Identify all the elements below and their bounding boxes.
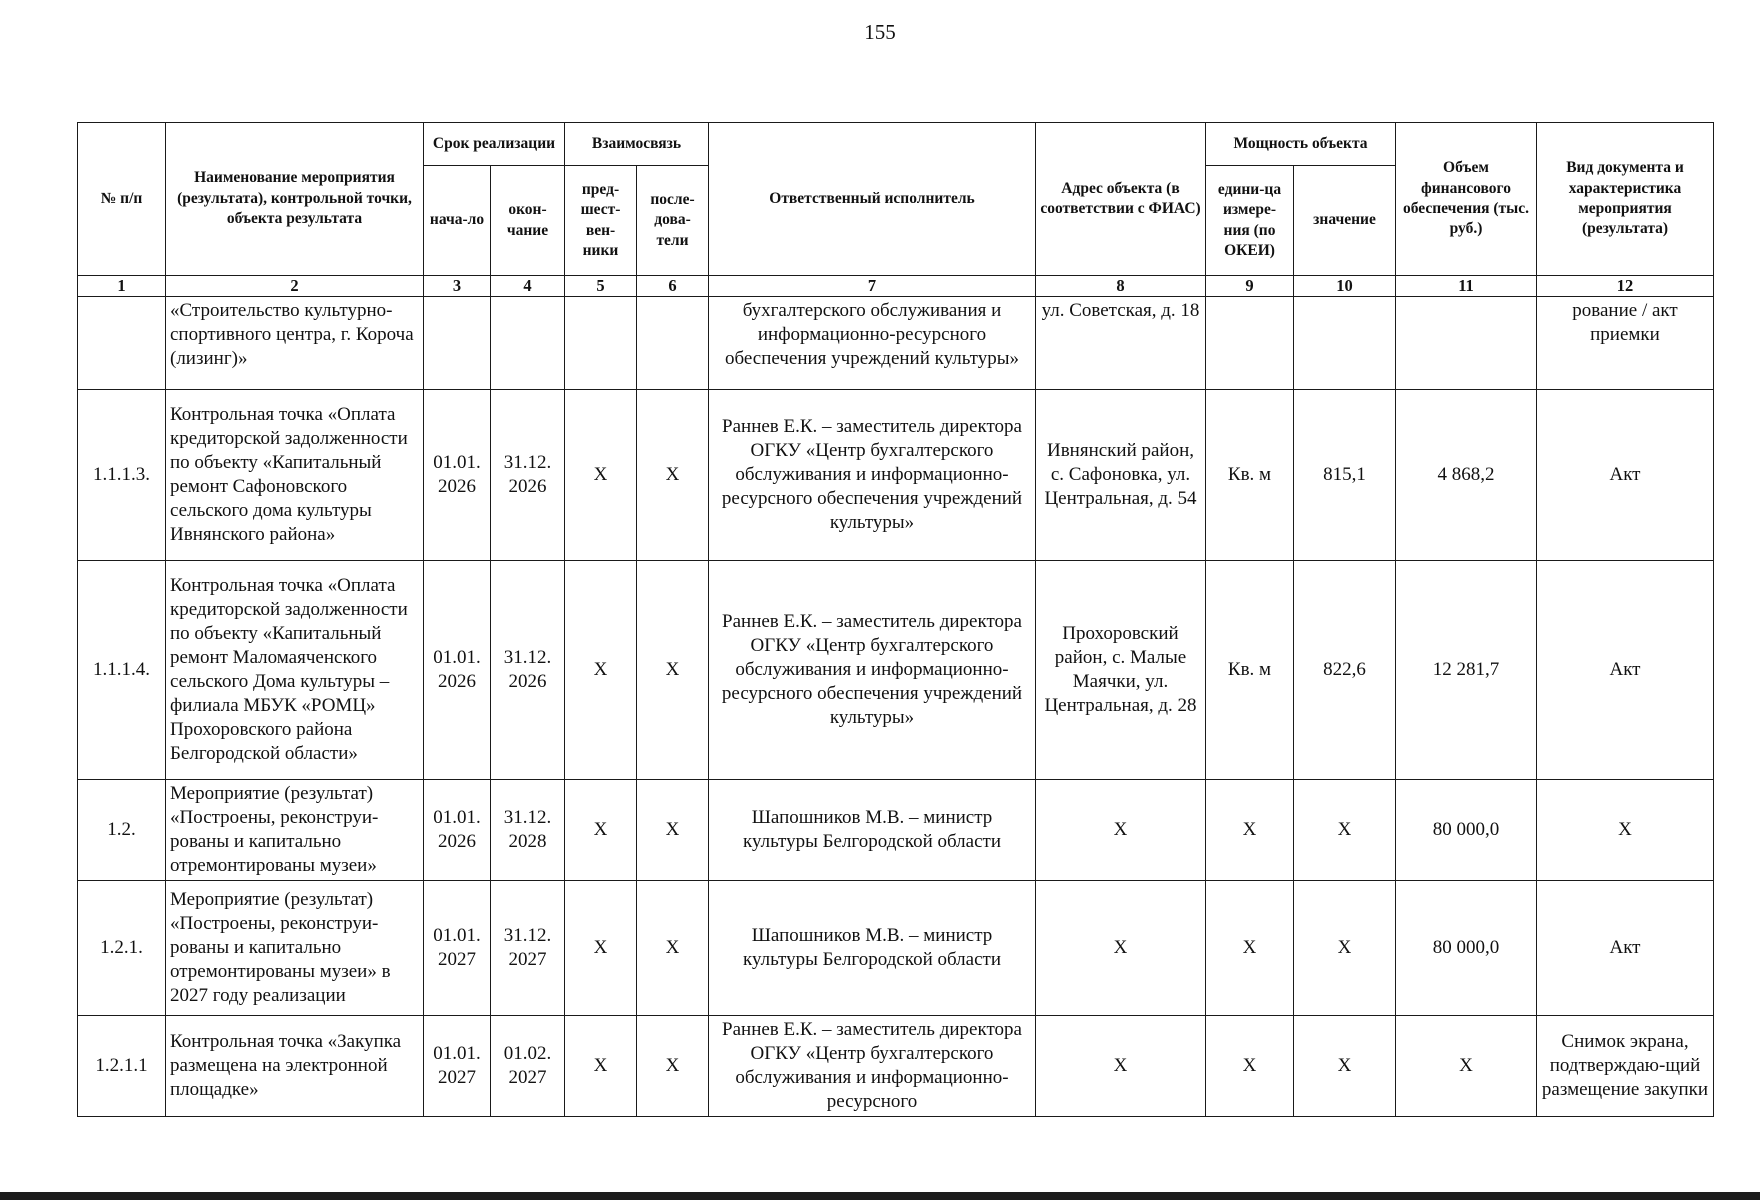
row-unit: X bbox=[1206, 1015, 1294, 1116]
row-unit bbox=[1206, 297, 1294, 390]
column-number: 10 bbox=[1294, 276, 1396, 297]
row-pred: X bbox=[565, 561, 637, 780]
row-volume: X bbox=[1396, 1015, 1537, 1116]
row-executor: бухгалтерского обслуживания и информационно-ресурсного обеспечения учреждений культуры» bbox=[709, 297, 1036, 390]
header-link-pred: пред-шест-вен-ники bbox=[565, 166, 637, 276]
row-name: Контрольная точка «Оплата кредиторской задолженности по объекту «Капитальный ремонт Сафоновского сельского дома культуры Ивнянского района» bbox=[166, 390, 424, 561]
row-address: X bbox=[1036, 780, 1206, 881]
row-start: 01.01. 2026 bbox=[424, 390, 491, 561]
row-volume: 4 868,2 bbox=[1396, 390, 1537, 561]
page-number: 155 bbox=[864, 20, 896, 44]
column-number: 1 bbox=[78, 276, 166, 297]
row-value bbox=[1294, 297, 1396, 390]
row-next: X bbox=[637, 390, 709, 561]
row-volume: 80 000,0 bbox=[1396, 880, 1537, 1015]
column-number: 3 bbox=[424, 276, 491, 297]
row-address: X bbox=[1036, 880, 1206, 1015]
column-number: 6 bbox=[637, 276, 709, 297]
row-end: 31.12. 2026 bbox=[491, 390, 565, 561]
header-executor: Ответственный исполнитель bbox=[709, 123, 1036, 276]
row-name: Мероприятие (результат) «Построены, реконструи-рованы и капитально отремонтированы музеи» в 2027 году реализации bbox=[166, 880, 424, 1015]
results-table bbox=[77, 122, 1714, 1117]
row-start bbox=[424, 297, 491, 390]
row-volume: 80 000,0 bbox=[1396, 780, 1537, 881]
table-row bbox=[78, 561, 1714, 780]
row-address: Прохоровский район, с. Малые Маячки, ул. Центральная, д. 28 bbox=[1036, 561, 1206, 780]
row-pred: X bbox=[565, 780, 637, 881]
row-executor: Раннев Е.К. – заместитель директора ОГКУ «Центр бухгалтерского обслуживания и информационно-ресурсного обеспечения учреждений культуры» bbox=[709, 390, 1036, 561]
row-next: X bbox=[637, 1015, 709, 1116]
table-row bbox=[78, 780, 1714, 881]
row-num: 1.2. bbox=[78, 780, 166, 881]
header-num: № п/п bbox=[78, 123, 166, 276]
row-num: 1.1.1.4. bbox=[78, 561, 166, 780]
row-pred bbox=[565, 297, 637, 390]
header-address: Адрес объекта (в соответствии с ФИАС) bbox=[1036, 123, 1206, 276]
header-capacity: Мощность объекта bbox=[1206, 123, 1396, 166]
header-doc: Вид документа и характеристика мероприятия (результата) bbox=[1537, 123, 1714, 276]
row-end: 31.12. 2026 bbox=[491, 561, 565, 780]
row-end: 31.12. 2027 bbox=[491, 880, 565, 1015]
row-next: X bbox=[637, 780, 709, 881]
row-unit: Кв. м bbox=[1206, 390, 1294, 561]
scan-bottom-edge bbox=[0, 1192, 1760, 1200]
row-name: «Строительство культурно-спортивного центра, г. Короча (лизинг)» bbox=[166, 297, 424, 390]
header-term-end: окон-чание bbox=[491, 166, 565, 276]
row-address: ул. Советская, д. 18 bbox=[1036, 297, 1206, 390]
row-doc: Акт bbox=[1537, 880, 1714, 1015]
header-capacity-value: значение bbox=[1294, 166, 1396, 276]
row-name: Контрольная точка «Закупка размещена на электронной площадке» bbox=[166, 1015, 424, 1116]
row-volume: 12 281,7 bbox=[1396, 561, 1537, 780]
row-end: 01.02. 2027 bbox=[491, 1015, 565, 1116]
row-volume bbox=[1396, 297, 1537, 390]
row-pred: X bbox=[565, 880, 637, 1015]
column-number: 8 bbox=[1036, 276, 1206, 297]
column-number: 2 bbox=[166, 276, 424, 297]
row-num: 1.1.1.3. bbox=[78, 390, 166, 561]
row-unit: X bbox=[1206, 880, 1294, 1015]
header-term-start: нача-ло bbox=[424, 166, 491, 276]
row-doc: Снимок экрана, подтверждаю-щий размещение закупки bbox=[1537, 1015, 1714, 1116]
row-num bbox=[78, 297, 166, 390]
row-doc: X bbox=[1537, 780, 1714, 881]
header-term: Срок реализации bbox=[424, 123, 565, 166]
row-executor: Раннев Е.К. – заместитель директора ОГКУ «Центр бухгалтерского обслуживания и информационно-ресурсного bbox=[709, 1015, 1036, 1116]
row-value: 815,1 bbox=[1294, 390, 1396, 561]
header-link-next: после-дова-тели bbox=[637, 166, 709, 276]
row-start: 01.01. 2027 bbox=[424, 880, 491, 1015]
row-name: Контрольная точка «Оплата кредиторской задолженности по объекту «Капитальный ремонт Маломаяченского сельского Дома культуры – филиала МБУК «РОМЦ» Прохоровского района Белгородской области» bbox=[166, 561, 424, 780]
row-doc: рование / акт приемки bbox=[1537, 297, 1714, 390]
row-pred: X bbox=[565, 390, 637, 561]
row-start: 01.01. 2027 bbox=[424, 1015, 491, 1116]
row-executor: Шапошников М.В. – министр культуры Белгородской области bbox=[709, 780, 1036, 881]
column-number: 12 bbox=[1537, 276, 1714, 297]
row-num: 1.2.1.1 bbox=[78, 1015, 166, 1116]
row-doc: Акт bbox=[1537, 390, 1714, 561]
row-end bbox=[491, 297, 565, 390]
header-capacity-unit: едини-ца измере-ния (по ОКЕИ) bbox=[1206, 166, 1294, 276]
row-end: 31.12. 2028 bbox=[491, 780, 565, 881]
column-number: 5 bbox=[565, 276, 637, 297]
row-unit: X bbox=[1206, 780, 1294, 881]
column-number-row bbox=[78, 276, 1714, 297]
row-next: X bbox=[637, 561, 709, 780]
header-link: Взаимосвязь bbox=[565, 123, 709, 166]
row-value: X bbox=[1294, 1015, 1396, 1116]
row-pred: X bbox=[565, 1015, 637, 1116]
table-row bbox=[78, 297, 1714, 390]
row-next: X bbox=[637, 880, 709, 1015]
row-executor: Шапошников М.В. – министр культуры Белгородской области bbox=[709, 880, 1036, 1015]
table-row bbox=[78, 1015, 1714, 1116]
row-executor: Раннев Е.К. – заместитель директора ОГКУ «Центр бухгалтерского обслуживания и информационно-ресурсного обеспечения учреждений культуры» bbox=[709, 561, 1036, 780]
row-doc: Акт bbox=[1537, 561, 1714, 780]
column-number: 11 bbox=[1396, 276, 1537, 297]
header-name: Наименование мероприятия (результата), контрольной точки, объекта результата bbox=[166, 123, 424, 276]
table-row bbox=[78, 390, 1714, 561]
column-number: 7 bbox=[709, 276, 1036, 297]
row-next bbox=[637, 297, 709, 390]
row-value: X bbox=[1294, 880, 1396, 1015]
row-unit: Кв. м bbox=[1206, 561, 1294, 780]
column-number: 9 bbox=[1206, 276, 1294, 297]
row-value: 822,6 bbox=[1294, 561, 1396, 780]
row-value: X bbox=[1294, 780, 1396, 881]
row-start: 01.01. 2026 bbox=[424, 780, 491, 881]
row-num: 1.2.1. bbox=[78, 880, 166, 1015]
header-volume: Объем финансового обеспечения (тыс. руб.) bbox=[1396, 123, 1537, 276]
column-number: 4 bbox=[491, 276, 565, 297]
row-name: Мероприятие (результат) «Построены, реконструи-рованы и капитально отремонтированы музеи» bbox=[166, 780, 424, 881]
row-start: 01.01. 2026 bbox=[424, 561, 491, 780]
row-address: X bbox=[1036, 1015, 1206, 1116]
row-address: Ивнянский район, с. Сафоновка, ул. Центральная, д. 54 bbox=[1036, 390, 1206, 561]
table-row bbox=[78, 880, 1714, 1015]
